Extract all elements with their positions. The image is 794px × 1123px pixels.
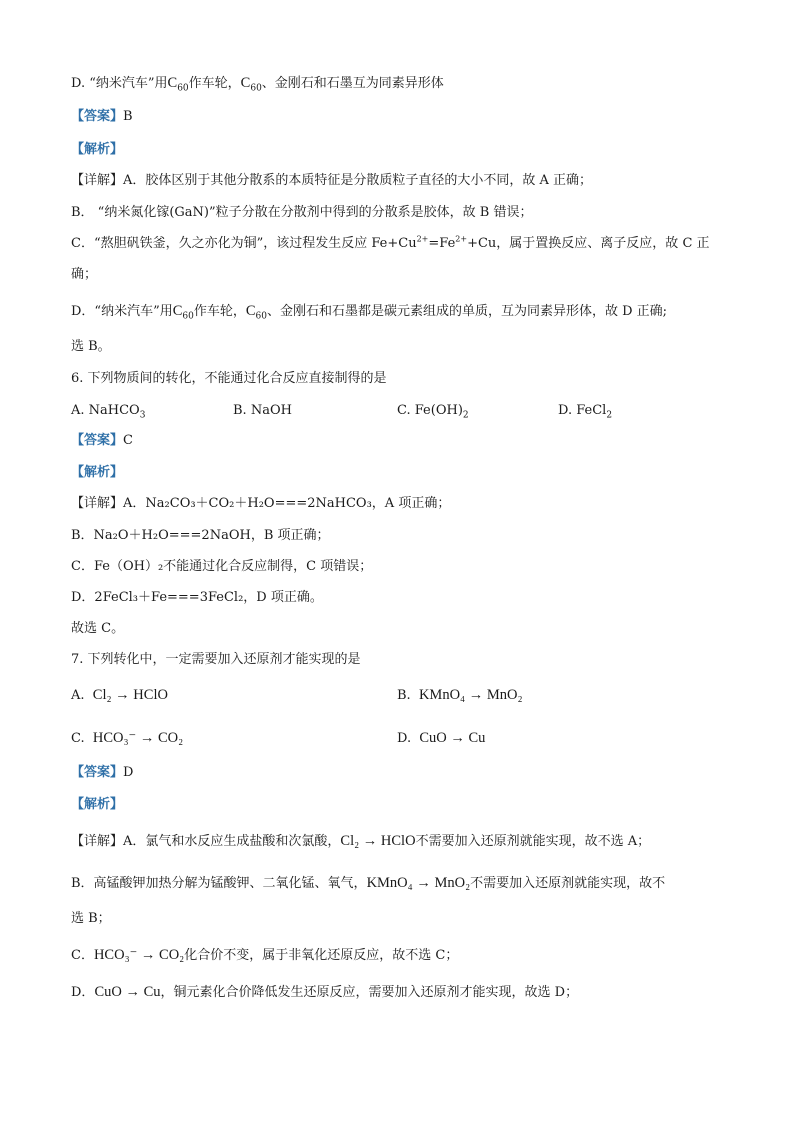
detail-text: 、金刚石和石墨都是碳元素组成的单质，互为同素异形体，故 D 正确; (266, 304, 668, 319)
detail-text: =Fe (428, 236, 456, 251)
q5-optd-text-mid: 作车轮， (188, 76, 241, 91)
charge-sup: 2+ (455, 234, 468, 244)
conclusion-text: 选 B。 (71, 339, 111, 354)
q6-conclusion (71, 620, 124, 638)
option-label: B. (397, 688, 411, 703)
detail-text: C． (71, 948, 94, 963)
detail-text: A．Na₂CO₃＋CO₂＋H₂O===2NaHCO₃，A 项正确； (123, 496, 451, 511)
q5-answer (71, 108, 133, 126)
detail-text: 化合价不变，属于非氧化还原反应，故不选 C； (184, 948, 459, 963)
detail-text: B． “纳米氮化镓(GaN)”粒子分散在分散剂中得到的分散系是胶体，故 B 错误； (71, 205, 533, 220)
q6-answer (71, 432, 133, 450)
detail-text: B．高锰酸钾加热分解为锰酸钾、二氧化锰、氧气， (71, 876, 367, 891)
answer-mark: 【答案】 (71, 109, 124, 124)
q5-optd-text-post: 、金刚石和石墨互为同素异形体 (261, 76, 444, 91)
detail-formula: CuO → Cu (94, 984, 161, 1000)
option-label: A. (71, 688, 85, 703)
q5-detail-a (71, 172, 592, 190)
detail-mark: 【详解】 (71, 496, 124, 511)
analysis-mark: 【解析】 (71, 142, 124, 157)
q7-stem (71, 651, 361, 669)
q7-analysis (71, 796, 123, 814)
q6-stem (71, 370, 387, 388)
detail-text: 不需要加入还原剂就能实现，故不选 A； (415, 834, 651, 849)
q6-option-c (397, 402, 469, 420)
option-label: C. (71, 731, 85, 746)
q6-option-b (233, 402, 292, 420)
c60-formula: C (172, 303, 183, 319)
charge-sup: 2+ (416, 234, 429, 244)
detail-text: ，铜元素化合价降低发生还原反应，需要加入还原剂才能实现，故选 D； (160, 985, 579, 1000)
answer-mark: 【答案】 (71, 765, 124, 780)
q7-option-c (71, 729, 183, 748)
analysis-mark: 【解析】 (71, 465, 124, 480)
q5-analysis (71, 141, 123, 159)
answer-value: C (123, 433, 133, 448)
option-text: A. NaHCO (71, 403, 140, 418)
detail-text: D． (71, 985, 95, 1000)
detail-formula: HCO₃⁻ → CO₂ (93, 947, 185, 963)
detail-text: 不需要加入还原剂就能实现，故不 (470, 876, 666, 891)
option-formula: KMnO₄ → MnO₂ (418, 687, 523, 703)
detail-text: A．胶体区别于其他分散系的本质特征是分散质粒子直径的大小不同，故 A 正确； (123, 173, 593, 188)
c60-sub: 60 (255, 311, 267, 322)
q5-detail-b (71, 204, 532, 222)
detail-mark: 【详解】 (71, 834, 124, 849)
q6-detail-b (71, 527, 330, 545)
q6-option-d (558, 402, 612, 420)
question-stem: 6. 下列物质间的转化，不能通过化合反应直接制得的是 (71, 371, 387, 386)
q7-answer (71, 764, 133, 782)
detail-mark: 【详解】 (71, 173, 124, 188)
option-sub: 2 (606, 410, 613, 421)
option-text: D. FeCl (558, 403, 607, 418)
option-text: B. NaOH (233, 403, 292, 418)
detail-text: D．2FeCl₃＋Fe===3FeCl₂，D 项正确。 (71, 590, 323, 605)
answer-mark: 【答案】 (71, 433, 124, 448)
analysis-mark: 【解析】 (71, 797, 124, 812)
detail-formula: Cl₂ → HClO (340, 833, 416, 849)
q6-detail-d (71, 589, 323, 607)
q6-detail-c (71, 558, 372, 576)
option-sub: 2 (462, 410, 469, 421)
q5-optd-text-pre: D. “纳米汽车”用 (71, 76, 168, 91)
detail-text: +Cu，属于置换反应、离子反应，故 C 正 (467, 236, 710, 251)
c60-sub: 60 (250, 83, 262, 94)
answer-value: D (123, 765, 134, 780)
answer-value: B (123, 109, 133, 124)
q5-conclusion (71, 338, 111, 356)
detail-text: D．“纳米汽车”用 (71, 304, 173, 319)
c60-sub: 60 (182, 311, 194, 322)
detail-formula: KMnO₄ → MnO₂ (366, 875, 471, 891)
q5-detail-c-cont (71, 266, 97, 284)
option-formula: Cl₂ → HClO (92, 687, 168, 703)
q6-detail-a (71, 495, 450, 513)
q6-analysis (71, 464, 123, 482)
detail-text: C．“熬胆矾铁釜，久之亦化为铜”，该过程发生反应 Fe+Cu (71, 236, 417, 251)
q7-option-b (397, 686, 523, 705)
q7-option-d (397, 729, 485, 748)
option-text: C. Fe(OH) (397, 403, 463, 418)
c60-formula: C (167, 75, 178, 91)
q7-option-a (71, 686, 168, 705)
detail-text: A．氯气和水反应生成盐酸和次氯酸， (123, 834, 341, 849)
q5-detail-d (71, 302, 667, 321)
detail-text: B．Na₂O＋H₂O===2NaOH，B 项正确； (71, 528, 330, 543)
q7-detail-a (71, 832, 650, 851)
c60-sub: 60 (177, 83, 189, 94)
q5-detail-c (71, 235, 710, 253)
option-label: D. (397, 731, 412, 746)
option-formula: CuO → Cu (419, 730, 486, 746)
detail-text: C．Fe（OH）₂不能通过化合反应制得，C 项错误； (71, 559, 373, 574)
c60-formula: C (245, 303, 256, 319)
detail-text: 作车轮， (193, 304, 246, 319)
c60-formula: C (240, 75, 251, 91)
question-stem: 7. 下列转化中，一定需要加入还原剂才能实现的是 (71, 652, 361, 667)
q7-detail-d (71, 983, 578, 1002)
detail-text: 选 B； (71, 911, 111, 926)
option-formula: HCO₃⁻ → CO₂ (92, 730, 184, 746)
q7-detail-c (71, 946, 458, 965)
q6-option-a (71, 402, 145, 420)
q7-detail-b (71, 874, 665, 893)
conclusion-text: 故选 C。 (71, 621, 125, 636)
q7-detail-b-cont (71, 910, 111, 928)
option-sub: 3 (139, 410, 146, 421)
detail-text: 确； (71, 267, 98, 282)
q5-option-d (71, 74, 444, 93)
